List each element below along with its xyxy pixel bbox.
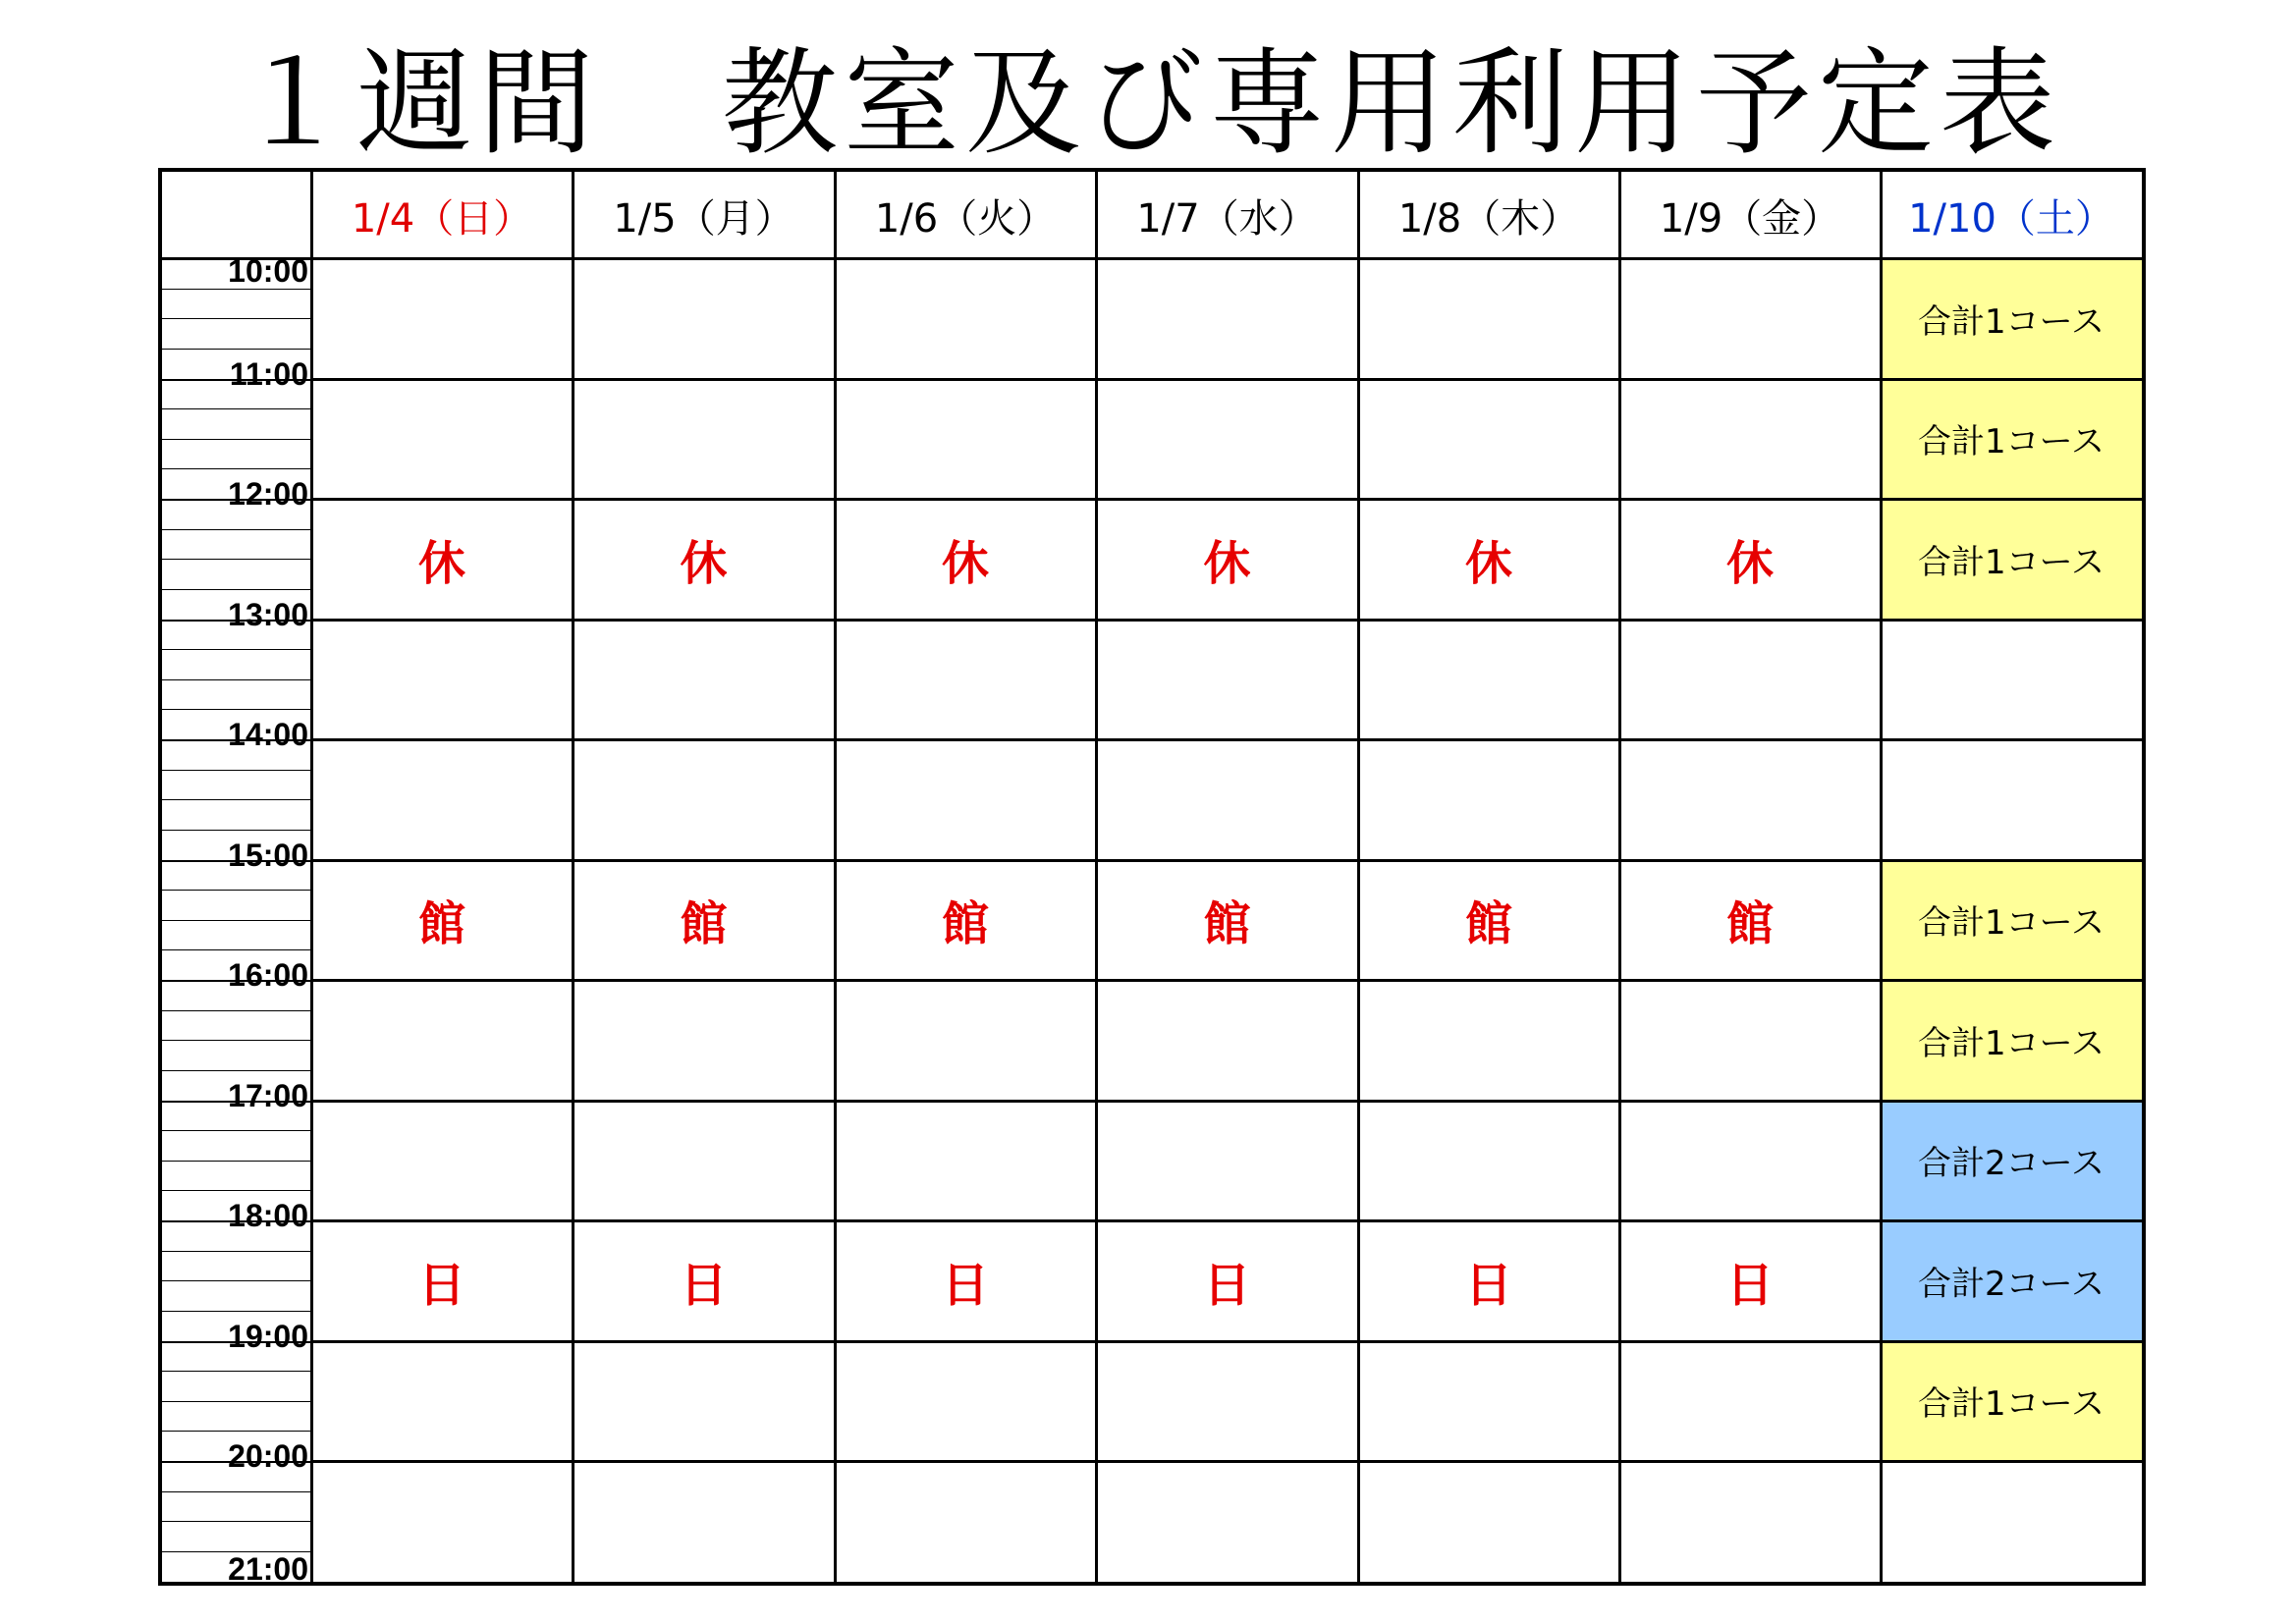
time-label: 20:00 bbox=[228, 1438, 308, 1474]
closed-day-char: 館 bbox=[680, 896, 728, 952]
closed-day-char: 館 bbox=[417, 896, 465, 952]
time-label: 19:00 bbox=[228, 1318, 308, 1354]
time-tick bbox=[162, 1371, 311, 1372]
time-tick bbox=[162, 949, 311, 950]
time-tick bbox=[162, 1161, 311, 1162]
time-tick bbox=[162, 1010, 311, 1011]
time-tick bbox=[162, 830, 311, 831]
closed-day-char: 館 bbox=[941, 896, 989, 952]
time-tick bbox=[162, 799, 311, 800]
saturday-slot: 合計1コース bbox=[1881, 499, 2142, 620]
saturday-slot: 合計1コース bbox=[1881, 860, 2142, 981]
page-title: １週間 教室及び専用利用予定表 bbox=[234, 35, 2061, 171]
time-tick bbox=[162, 920, 311, 921]
time-tick bbox=[162, 349, 311, 350]
time-tick bbox=[162, 890, 311, 891]
time-label: 13:00 bbox=[228, 596, 308, 632]
day-header: 1/7（水） bbox=[1136, 195, 1318, 242]
closed-day-char: 日 bbox=[941, 1257, 989, 1313]
closed-day-char: 休 bbox=[1725, 535, 1774, 591]
time-tick bbox=[162, 770, 311, 771]
saturday-slot: 合計1コース bbox=[1881, 258, 2142, 379]
time-tick bbox=[162, 679, 311, 680]
closed-day-char: 休 bbox=[1203, 535, 1251, 591]
closed-day-char: 日 bbox=[1464, 1257, 1512, 1313]
closed-day-char: 館 bbox=[1203, 896, 1251, 952]
time-tick bbox=[162, 318, 311, 319]
time-label: 14:00 bbox=[228, 717, 308, 752]
hour-row-divider bbox=[311, 378, 2142, 381]
time-tick bbox=[162, 1431, 311, 1432]
time-tick bbox=[162, 709, 311, 710]
day-header: 1/9（金） bbox=[1659, 195, 1841, 242]
saturday-slot bbox=[1881, 1461, 2142, 1582]
hour-row-divider bbox=[311, 1460, 2142, 1463]
time-tick bbox=[162, 1280, 311, 1281]
time-label: 16:00 bbox=[228, 957, 308, 993]
saturday-slot: 合計1コース bbox=[1881, 980, 2142, 1101]
hour-row-divider bbox=[311, 1100, 2142, 1103]
closed-day-char: 日 bbox=[680, 1257, 728, 1313]
time-tick bbox=[162, 1251, 311, 1252]
time-tick bbox=[162, 1491, 311, 1492]
time-tick bbox=[162, 1190, 311, 1191]
time-tick bbox=[162, 1401, 311, 1402]
saturday-slot: 合計1コース bbox=[1881, 379, 2142, 500]
time-tick bbox=[162, 589, 311, 590]
time-tick bbox=[162, 529, 311, 530]
day-header: 1/6（火） bbox=[874, 195, 1057, 242]
saturday-slot bbox=[1881, 620, 2142, 740]
saturday-slot: 合計2コース bbox=[1881, 1101, 2142, 1221]
time-tick bbox=[162, 1040, 311, 1041]
time-label: 10:00 bbox=[228, 253, 308, 289]
saturday-slot: 合計1コース bbox=[1881, 1341, 2142, 1462]
closed-day-char: 日 bbox=[1725, 1257, 1774, 1313]
closed-day-char: 日 bbox=[1203, 1257, 1251, 1313]
time-label: 15:00 bbox=[228, 837, 308, 873]
day-header: 1/10（土） bbox=[1908, 195, 2114, 242]
closed-day-char: 休 bbox=[417, 535, 465, 591]
day-header: 1/5（月） bbox=[613, 195, 794, 242]
time-tick bbox=[162, 559, 311, 560]
closed-day-char: 休 bbox=[1464, 535, 1512, 591]
time-tick bbox=[162, 1070, 311, 1071]
time-tick bbox=[162, 1311, 311, 1312]
schedule-grid bbox=[158, 168, 2146, 1586]
day-header: 1/8（木） bbox=[1397, 195, 1580, 242]
time-label: 21:00 bbox=[228, 1550, 308, 1587]
closed-day-char: 休 bbox=[941, 535, 989, 591]
saturday-slot: 合計2コース bbox=[1881, 1220, 2142, 1341]
saturday-slot bbox=[1881, 739, 2142, 860]
time-label: 18:00 bbox=[228, 1198, 308, 1233]
time-tick bbox=[162, 649, 311, 650]
time-label: 11:00 bbox=[229, 355, 308, 392]
closed-day-char: 休 bbox=[680, 535, 728, 591]
time-label: 12:00 bbox=[228, 476, 308, 512]
closed-day-char: 館 bbox=[1725, 896, 1774, 952]
day-header: 1/4（日） bbox=[351, 195, 533, 242]
time-tick bbox=[162, 468, 311, 469]
time-tick bbox=[162, 1521, 311, 1522]
time-tick bbox=[162, 408, 311, 409]
closed-day-char: 日 bbox=[417, 1257, 465, 1313]
time-label: 17:00 bbox=[228, 1077, 308, 1113]
time-tick bbox=[162, 1130, 311, 1131]
time-tick bbox=[162, 439, 311, 440]
hour-row-divider bbox=[311, 738, 2142, 741]
closed-day-char: 館 bbox=[1464, 896, 1512, 952]
